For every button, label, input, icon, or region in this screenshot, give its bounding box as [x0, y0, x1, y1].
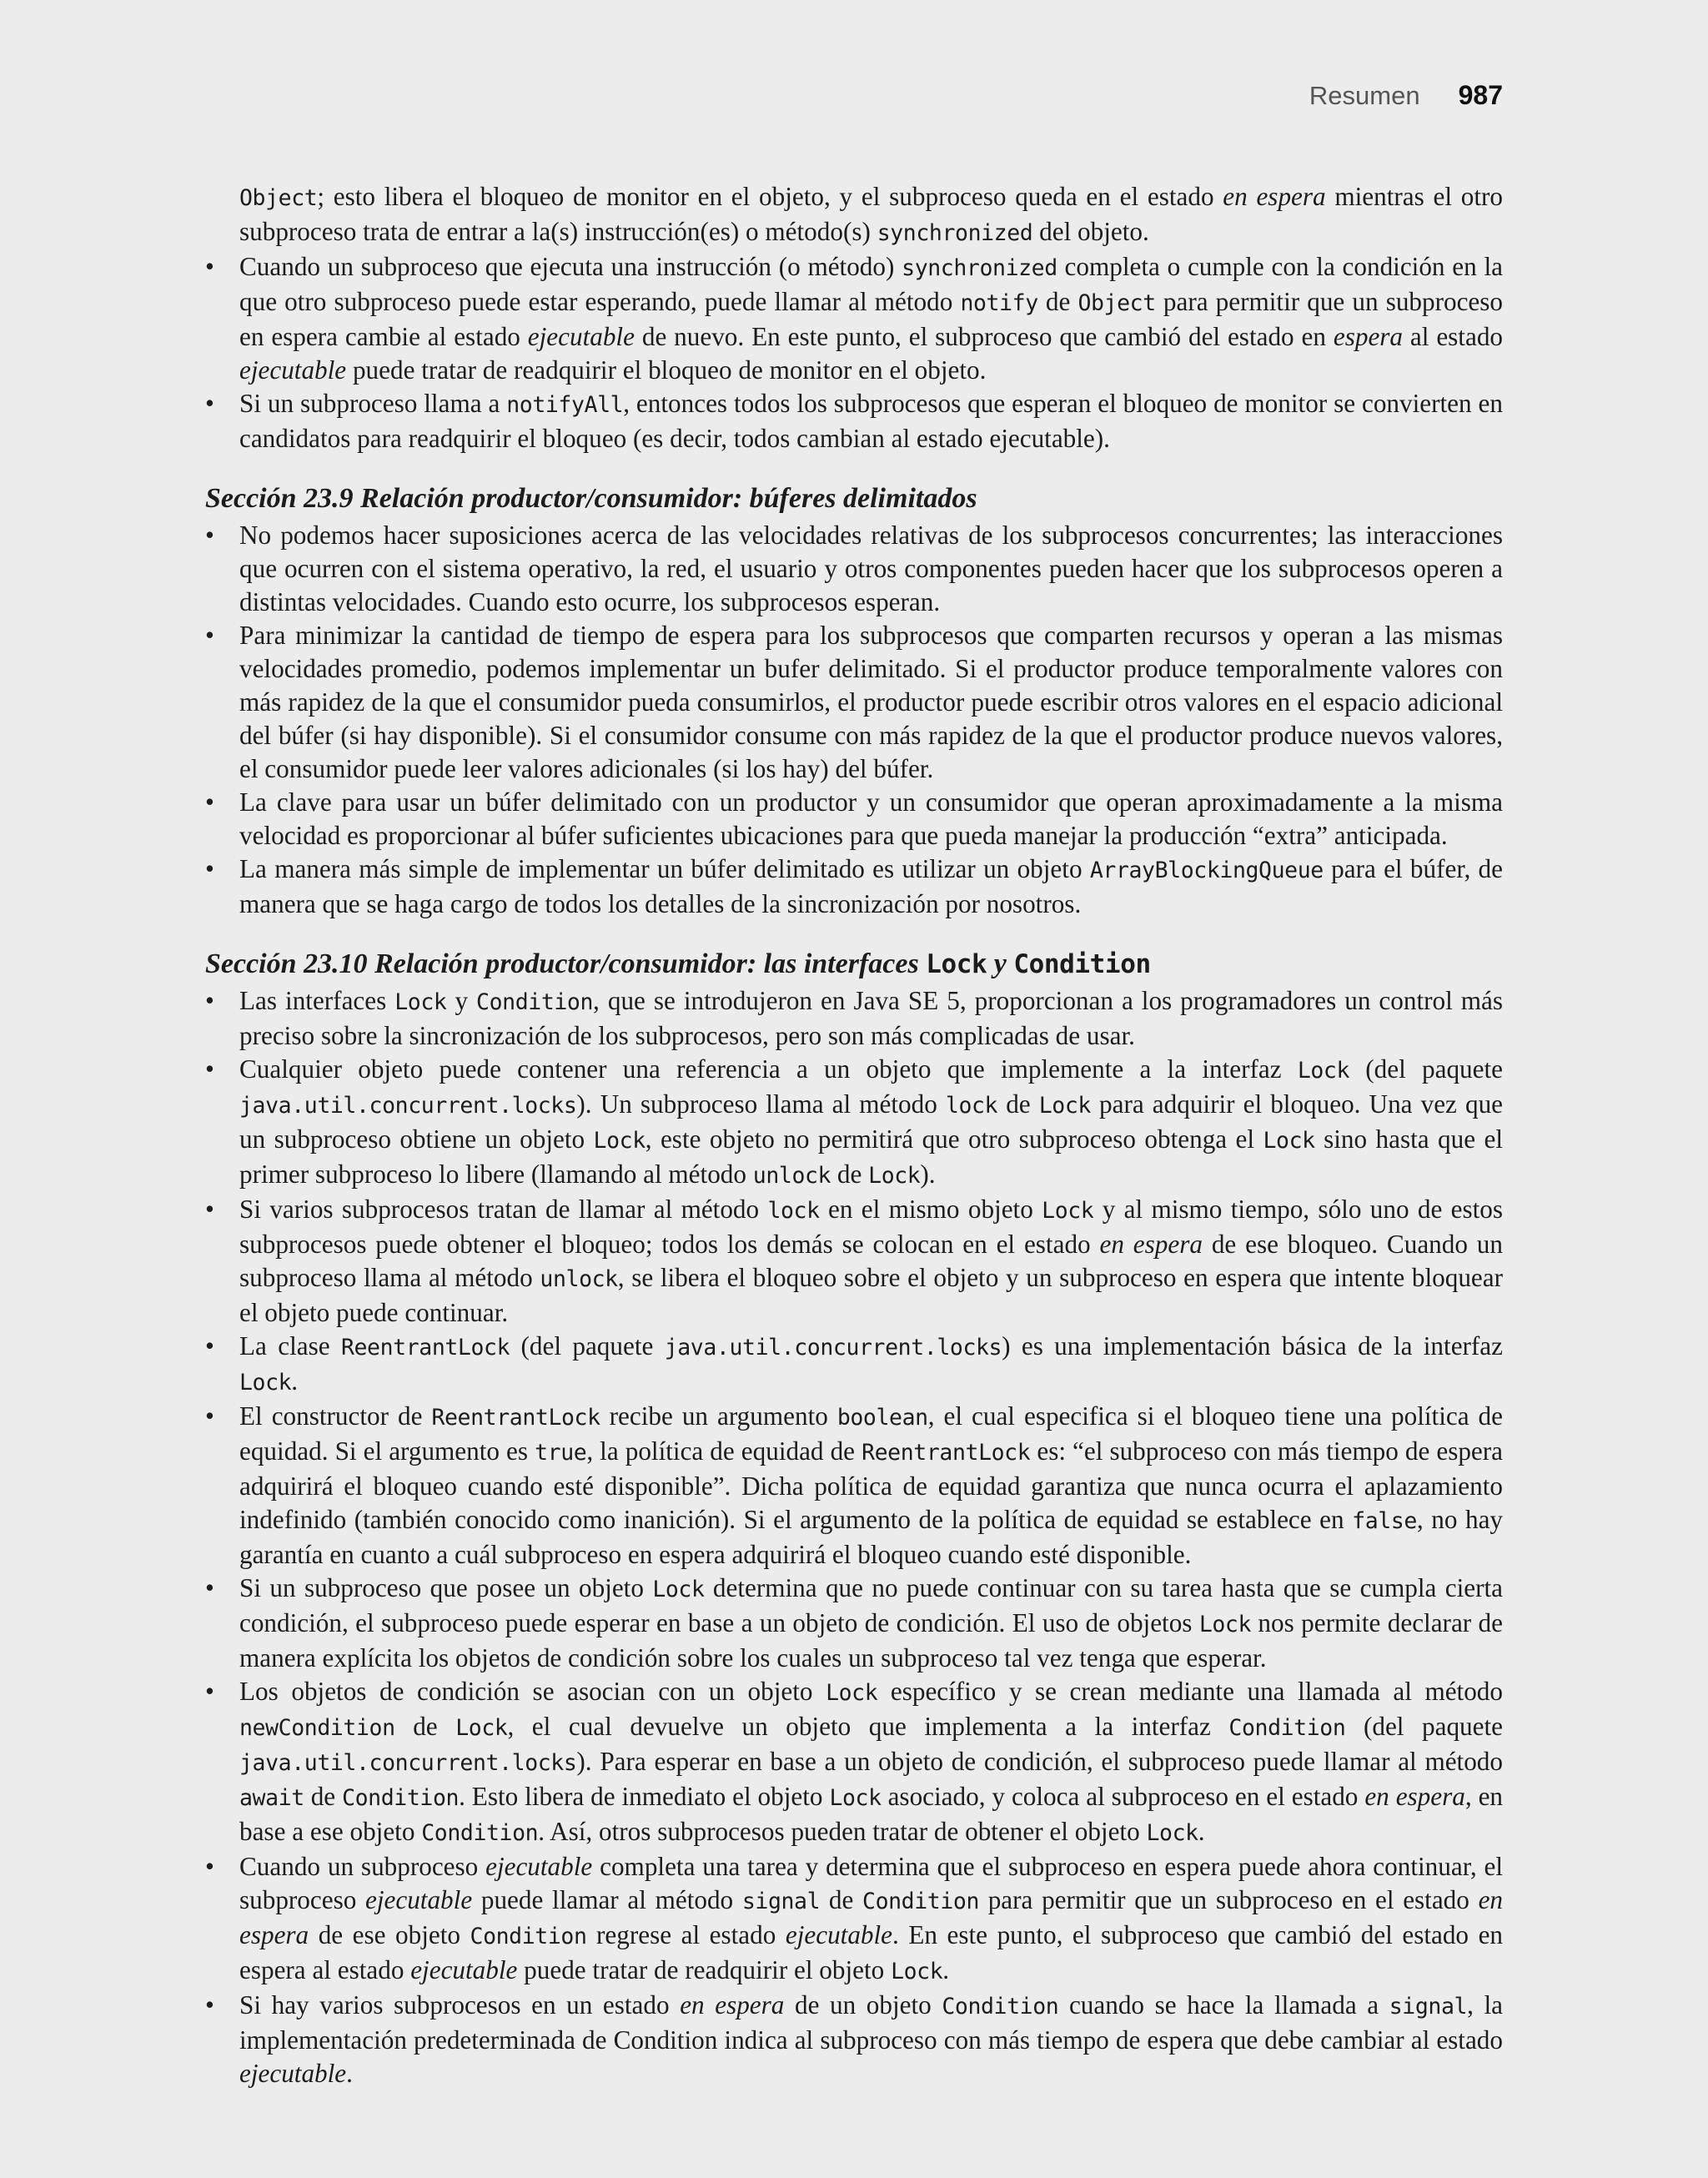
- text-run: .: [1198, 1817, 1205, 1846]
- emphasis-text: en espera: [1099, 1230, 1203, 1259]
- text-run: ). Un subproceso llama al método: [576, 1089, 946, 1119]
- text-run: completa o cumple con la condición en la que otro subproceso puede estar esperando, puede llamar al método: [239, 252, 1503, 316]
- text-run: de: [820, 1885, 863, 1914]
- bullet-list-top: [205, 250, 1503, 455]
- bullet-item: [205, 1193, 1503, 1330]
- code-identifier: Condition: [421, 1820, 539, 1846]
- text-run: ) es una implementación básica de la interfaz: [1002, 1331, 1503, 1361]
- code-identifier: notifyAll: [506, 392, 624, 418]
- code-identifier: java.util.concurrent.locks: [239, 1093, 577, 1119]
- text-run: completa una tarea y determina que el subproceso en espera puede ahora continuar, el subproceso: [239, 1852, 1503, 1914]
- text-run: Los objetos de condición se asocian con un objeto: [239, 1677, 826, 1706]
- code-identifier: ReentrantLock: [431, 1405, 600, 1431]
- bullet-item: [205, 387, 1503, 455]
- text-run: de: [831, 1159, 869, 1189]
- text-run: . Esto libera de inmediato el objeto: [459, 1782, 830, 1811]
- page-number: 987: [1458, 80, 1503, 110]
- bullet-item: [205, 1850, 1503, 1989]
- emphasis-text: ejecutable: [785, 1920, 893, 1949]
- text-run: , el cual especifica si el bloqueo tiene una política de equidad. Si el argumento es: [239, 1401, 1503, 1466]
- code-identifier: synchronized: [902, 255, 1057, 281]
- text-run: de: [394, 1712, 456, 1741]
- text-run: puede tratar de readquirir el objeto: [517, 1955, 892, 1984]
- bullet-item: [205, 1330, 1503, 1400]
- text-run: para el búfer, de manera que se haga cargo de todos los detalles de la sincronización por nosotros.: [239, 854, 1503, 918]
- text-run: Si un subproceso que posee un objeto: [239, 1573, 653, 1602]
- bullet-item: [205, 250, 1503, 387]
- text-run: , este objeto no permitirá que otro subproceso obtenga el: [645, 1124, 1263, 1154]
- text-run: es: “el subproceso con más tiempo de espera adquirirá el bloqueo cuando esté disponible”. Dicha política de equidad garantiza que nunca ocurra el aplazamiento indefinido (también conocido como inanición). Si el argumento de la política de equidad se establece en: [239, 1436, 1503, 1534]
- code-identifier: synchronized: [877, 220, 1033, 246]
- bullet-item: [205, 1989, 1503, 2090]
- emphasis-text: en espera: [1223, 182, 1326, 211]
- text-run: Las interfaces: [239, 986, 395, 1015]
- code-identifier: signal: [1389, 1994, 1468, 2020]
- code-identifier: newCondition: [239, 1715, 395, 1741]
- code-identifier: Condition: [1013, 949, 1151, 979]
- text-run: puede tratar de readquirir el bloqueo de monitor en el objeto.: [346, 355, 987, 385]
- bullet-item: [205, 1572, 1503, 1675]
- emphasis-text: en espera: [239, 1885, 1503, 1949]
- code-identifier: java.util.concurrent.locks: [239, 1750, 577, 1776]
- text-run: y: [446, 986, 477, 1015]
- text-run: Cuando un subproceso que ejecuta una instrucción (o método): [239, 252, 902, 281]
- text-run: para permitir que un subproceso en espera cambie al estado: [239, 287, 1504, 351]
- bullet-item: [205, 619, 1503, 786]
- text-run: , entonces todos los subprocesos que esperan el bloqueo de monitor se convierten en candidatos para readquirir el bloqueo (es decir, todos cambian al estado ejecutable).: [239, 389, 1503, 453]
- emphasis-text: ejecutable: [410, 1955, 518, 1984]
- code-identifier: Lock: [1038, 1093, 1091, 1119]
- bullet-item: [205, 786, 1503, 853]
- text-run: . En este punto, el subproceso que cambió del estado en espera al estado: [239, 1920, 1504, 1984]
- text-run: , la implementación predeterminada de Condition indica al subproceso con más tiempo de espera que debe cambiar al estado: [239, 1990, 1503, 2055]
- text-run: de un objeto: [784, 1990, 942, 2020]
- text-run: al estado: [1403, 322, 1504, 351]
- text-run: , el cual devuelve un objeto que implementa a la interfaz: [507, 1712, 1229, 1741]
- text-run: .: [291, 1366, 299, 1396]
- code-identifier: lock: [767, 1198, 820, 1224]
- code-identifier: boolean: [836, 1405, 928, 1431]
- text-run: Si hay varios subprocesos en un estado: [239, 1990, 681, 2020]
- text-run: Si varios subprocesos tratan de llamar al método: [239, 1195, 768, 1224]
- text-run: La clave para usar un búfer delimitado con un productor y un consumidor que operan aproximadamente a la misma velocidad es proporcionar al búfer suficientes ubicaciones para que pueda manejar la producción “extra” anticipada.: [239, 787, 1503, 850]
- text-run: del objeto.: [1032, 217, 1149, 246]
- code-identifier: lock: [945, 1093, 998, 1119]
- code-identifier: Object: [239, 185, 318, 211]
- running-head-title: Resumen: [1309, 81, 1420, 110]
- text-run: , se libera el bloqueo sobre el objeto y un subproceso en espera que intente bloquear el objeto puede continuar.: [239, 1263, 1503, 1327]
- code-identifier: Lock: [239, 1370, 292, 1396]
- code-identifier: Lock: [1198, 1612, 1252, 1637]
- code-identifier: Lock: [891, 1959, 943, 1984]
- section-heading-23-10: [205, 946, 1503, 983]
- emphasis-text: ejecutable: [365, 1885, 473, 1914]
- code-identifier: Lock: [868, 1163, 921, 1189]
- code-identifier: ReentrantLock: [862, 1440, 1031, 1466]
- code-identifier: Lock: [826, 1680, 878, 1706]
- code-identifier: Lock: [926, 949, 987, 979]
- code-identifier: Condition: [476, 989, 594, 1015]
- code-identifier: ReentrantLock: [340, 1335, 510, 1361]
- bullet-item: [205, 1400, 1503, 1572]
- text-run: La clase: [239, 1331, 341, 1361]
- text-run: , que se introdujeron en Java SE 5, proporcionan a los programadores un control más preciso sobre la sincronización de los subprocesos, pero son más complicadas de usar.: [239, 986, 1503, 1050]
- code-identifier: Object: [1078, 290, 1156, 316]
- text-run: El constructor de: [239, 1401, 432, 1431]
- text-run: regrese al estado: [586, 1920, 786, 1949]
- emphasis-text: ejecutable: [239, 355, 347, 385]
- code-identifier: Lock: [593, 1128, 646, 1154]
- text-run: específico y se crean mediante una llamada al método: [877, 1677, 1503, 1706]
- text-run: determina que no puede continuar con su tarea hasta que se cumpla cierta condición, el subproceso puede esperar en base a un objeto de condición. El uso de objetos: [239, 1573, 1503, 1637]
- code-identifier: Condition: [1228, 1715, 1346, 1741]
- text-run: asociado, y coloca al subproceso en el estado: [881, 1782, 1365, 1811]
- text-run: para permitir que un subproceso en el estado: [979, 1885, 1479, 1914]
- code-identifier: Lock: [1146, 1820, 1198, 1846]
- text-run: Sección 23.9 Relación productor/consumidor: búferes delimitados: [205, 483, 977, 514]
- text-run: de: [997, 1089, 1039, 1119]
- bullet-list-23-9: [205, 519, 1503, 921]
- text-run: de: [304, 1782, 343, 1811]
- bullet-item: [205, 984, 1503, 1053]
- text-run: (del paquete: [1345, 1712, 1503, 1741]
- code-identifier: Lock: [652, 1577, 705, 1602]
- emphasis-text: ejecutable: [485, 1852, 593, 1881]
- code-identifier: java.util.concurrent.locks: [664, 1335, 1002, 1361]
- text-run: de ese bloqueo. Cuando un subproceso llama al método: [239, 1230, 1503, 1292]
- code-identifier: Lock: [394, 989, 447, 1015]
- text-run: mientras el otro subproceso trata de entrar a la(s) instrucción(es) o método(s): [239, 182, 1503, 246]
- code-identifier: unlock: [540, 1266, 618, 1292]
- bullet-list-23-10: [205, 984, 1503, 2090]
- text-run: de ese objeto: [309, 1920, 470, 1949]
- text-run: Cuando un subproceso: [239, 1852, 486, 1881]
- code-identifier: Condition: [470, 1924, 587, 1949]
- text-run: (del paquete: [510, 1331, 665, 1361]
- text-run: Para minimizar la cantidad de tiempo de espera para los subprocesos que comparten recursos y operan a las mismas velocidades promedio, podemos implementar un bufer delimitado. Si el productor produce temporalmente valores con más rapidez de la que el consumidor pueda consumirlos, el productor puede escribir otros valores en el espacio adicional del búfer (si hay disponible). Si el consumidor consume con más rapidez de la que el productor produce nuevos valores, el consumidor puede leer valores adicionales (si los hay) del búfer.: [239, 621, 1503, 783]
- text-run: Sección 23.10 Relación productor/consumidor: las interfaces: [205, 948, 927, 979]
- text-run: de: [1037, 287, 1078, 316]
- text-run: ; esto libera el bloqueo de monitor en el objeto, y el subproceso queda en el estado: [317, 182, 1223, 211]
- text-run: de nuevo. En este punto, el subproceso que cambió del estado en: [634, 322, 1334, 351]
- code-identifier: signal: [741, 1889, 821, 1914]
- text-run: nos permite declarar de manera explícita los objetos de condición sobre los cuales un subproceso tal vez tenga que esperar.: [239, 1608, 1503, 1672]
- code-identifier: unlock: [752, 1163, 831, 1189]
- bullet-item: [205, 1675, 1503, 1850]
- text-run: cuando se hace la llamada a: [1058, 1990, 1389, 2020]
- code-identifier: ArrayBlockingQueue: [1089, 858, 1324, 883]
- text-run: . Así, otros subprocesos pueden tratar de obtener el objeto: [538, 1817, 1147, 1846]
- emphasis-text: en espera: [1364, 1782, 1465, 1811]
- text-run: .: [346, 2059, 353, 2088]
- text-run: , no hay garantía en cuanto a cuál subproceso en espera adquirirá el bloqueo cuando esté disponible.: [239, 1505, 1504, 1569]
- code-identifier: Lock: [455, 1715, 508, 1741]
- text-run: No podemos hacer suposiciones acerca de las velocidades relativas de los subprocesos concurrentes; las interacciones que ocurren con el sistema operativo, la red, el usuario y otros componentes pueden hacer que los subprocesos operen a distintas velocidades. Cuando esto ocurre, los subprocesos esperan.: [239, 521, 1503, 616]
- text-run: puede llamar al método: [472, 1885, 742, 1914]
- text-run: Si un subproceso llama a: [239, 389, 507, 418]
- text-run: en el mismo objeto: [819, 1195, 1042, 1224]
- code-identifier: Condition: [942, 1994, 1059, 2020]
- bullet-item: [205, 853, 1503, 921]
- text-run: , en base a ese objeto: [239, 1782, 1504, 1846]
- code-identifier: true: [535, 1440, 587, 1466]
- emphasis-text: en espera: [680, 1990, 785, 2020]
- code-identifier: Lock: [829, 1785, 882, 1811]
- text-run: y: [987, 948, 1014, 979]
- text-run: ).: [920, 1159, 936, 1189]
- code-identifier: Lock: [1297, 1058, 1350, 1084]
- text-run: y al mismo tiempo, sólo uno de estos subprocesos puede obtener el bloqueo; todos los demás se colocan en el estado: [239, 1195, 1504, 1259]
- code-identifier: Condition: [862, 1889, 980, 1914]
- code-identifier: false: [1352, 1508, 1417, 1534]
- text-run: ). Para esperar en base a un objeto de condición, el subproceso puede llamar al método: [576, 1747, 1503, 1776]
- code-identifier: notify: [960, 290, 1038, 316]
- text-run: , la política de equidad de: [586, 1436, 862, 1466]
- continued-paragraph: [239, 180, 1503, 250]
- text-run: para adquirir el bloqueo. Una vez que un subproceso obtiene un objeto: [239, 1089, 1504, 1154]
- code-identifier: Lock: [1263, 1128, 1315, 1154]
- code-identifier: Lock: [1042, 1198, 1094, 1224]
- text-run: (del paquete: [1349, 1054, 1504, 1084]
- text-run: La manera más simple de implementar un búfer delimitado es utilizar un objeto: [239, 854, 1090, 883]
- text-run: sino hasta que el primer subproceso lo libere (llamando al método: [239, 1124, 1503, 1189]
- emphasis-text: espera: [1333, 322, 1404, 351]
- bullet-item: [205, 519, 1503, 619]
- text-run: recibe un argumento: [600, 1401, 837, 1431]
- text-run: .: [942, 1955, 950, 1984]
- section-heading-23-9: [205, 480, 1503, 517]
- running-head: [1309, 80, 1503, 111]
- emphasis-text: ejecutable: [527, 322, 635, 351]
- bullet-item: [205, 1053, 1503, 1193]
- emphasis-text: ejecutable: [239, 2059, 347, 2088]
- code-identifier: Condition: [342, 1785, 460, 1811]
- text-run: Cualquier objeto puede contener una referencia a un objeto que implemente a la interfaz: [239, 1054, 1298, 1084]
- code-identifier: await: [239, 1785, 304, 1811]
- summary-content: [205, 180, 1503, 2090]
